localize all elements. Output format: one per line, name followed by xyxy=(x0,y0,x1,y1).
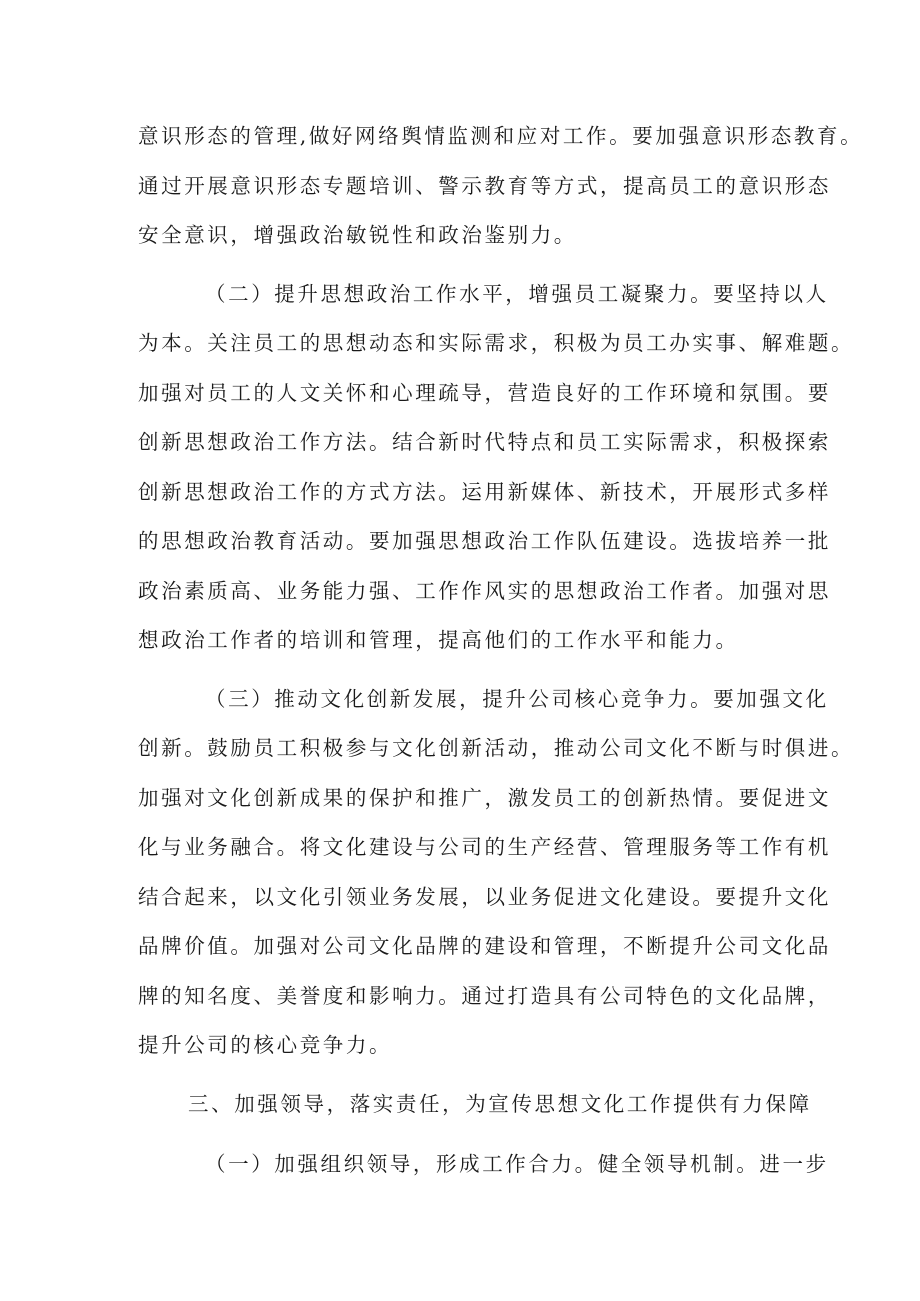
text-line: 想政治工作者的培训和管理，提高他们的工作水平和能力。 xyxy=(138,628,739,652)
text-line: 加强对员工的人文关怀和心理疏导，营造良好的工作环境和氛围。要 xyxy=(138,381,831,405)
text-line: 通过开展意识形态专题培训、警示教育等方式，提高员工的意识形态 xyxy=(138,174,831,198)
text-line: 提升公司的核心竞争力。 xyxy=(138,1033,393,1057)
text-line: 化与业务融合。将文化建设与公司的生产经营、管理服务等工作有机 xyxy=(138,835,831,859)
text-line: 创新思想政治工作的方式方法。运用新媒体、新技术，开展形式多样 xyxy=(138,480,831,504)
text-line: 的思想政治教育活动。要加强思想政治工作队伍建设。选拔培养一批 xyxy=(138,529,831,553)
paragraph-heading: （二）提升思想政治工作水平，增强员工凝聚力。要坚持以人 xyxy=(205,282,829,306)
text-line: 政治素质高、业务能力强、工作作风实的思想政治工作者。加强对思 xyxy=(138,579,831,603)
text-line: 意识形态的管理,做好网络舆情监测和应对工作。要加强意识形态教育。 xyxy=(138,124,864,148)
text-line: 为本。关注员工的思想动态和实际需求，积极为员工办实事、解难题。 xyxy=(138,331,855,355)
text-line: 品牌价值。加强对公司文化品牌的建设和管理，不断提升公司文化品 xyxy=(138,934,831,958)
text-line: 安全意识，增强政治敏锐性和政治鉴别力。 xyxy=(138,223,577,247)
text-line: 结合起来，以文化引领业务发展，以业务促进文化建设。要提升文化 xyxy=(138,885,831,909)
text-line: 创新思想政治工作方法。结合新时代特点和员工实际需求，积极探索 xyxy=(138,430,831,454)
text-line: 创新。鼓励员工积极参与文化创新活动，推动公司文化不断与时俱进。 xyxy=(138,736,855,760)
section-heading: 三、加强领导，落实责任，为宣传思想文化工作提供有力保障 xyxy=(188,1092,812,1116)
paragraph-heading: （一）加强组织领导，形成工作合力。健全领导机制。进一步 xyxy=(205,1152,829,1176)
text-line: 牌的知名度、美誉度和影响力。通过打造具有公司特色的文化品牌， xyxy=(138,984,831,1008)
paragraph-heading: （三）推动文化创新发展，提升公司核心竞争力。要加强文化 xyxy=(205,687,829,711)
text-line: 加强对文化创新成果的保护和推广，激发员工的创新热情。要促进文 xyxy=(138,786,831,810)
